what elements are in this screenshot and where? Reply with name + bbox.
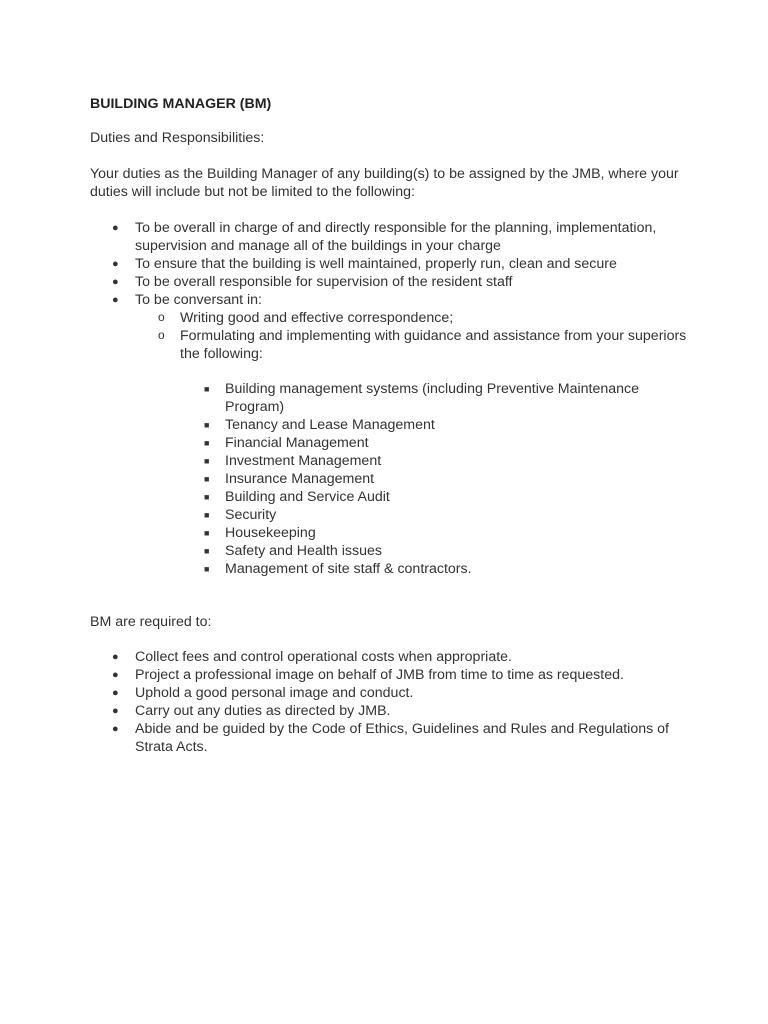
list-item: ■ Building and Service Audit (204, 489, 390, 505)
bullet-icon: ● (112, 723, 119, 735)
bullet-icon: ● (112, 222, 119, 234)
square-bullet-icon: ■ (204, 474, 210, 484)
bullet-icon: ● (112, 258, 119, 270)
list-item: ■ Insurance Management (204, 471, 375, 487)
square-bullet-icon: ■ (204, 438, 210, 448)
circle-bullet-icon: o (158, 328, 165, 342)
intro-paragraph: Your duties as the Building Manager of any building(s) to be assigned by the JMB, where your duties will include but not be limited to the following: (90, 166, 679, 200)
list-item: ● To be overall responsible for supervision of the resident staff (112, 274, 513, 290)
bullet-icon: ● (112, 651, 119, 663)
duties-list (90, 219, 690, 578)
square-bullet-icon: ■ (204, 420, 210, 430)
square-bullet-icon: ■ (204, 546, 210, 556)
list-item: ■ Building management systems (including Preventive Maintenance Program) (204, 381, 640, 415)
square-bullet-icon: ■ (204, 510, 210, 520)
list-item: o Formulating and implementing with guidance and assistance from your superiors the following: ■ Building management systems (including Preventive Maintenance Program) ■ Tenancy and Lease Management ■ Financial Management ■ Investment Management ■ Insurance Management ■ Building and Service Audit ■ Security ■ Housekeeping ■ Safety and Health issues ■ Management of site staff & contractors. (135, 327, 690, 578)
square-bullet-icon: ■ (204, 456, 210, 466)
list-item: ■ Housekeeping (204, 525, 316, 541)
bullet-icon: ● (112, 294, 119, 306)
areas-list (180, 380, 690, 578)
conversant-list (135, 309, 690, 578)
bullet-icon: ● (112, 669, 119, 681)
document-title: BUILDING MANAGER (BM) (90, 96, 272, 112)
list-item: ■ Financial Management (204, 435, 369, 451)
list-item: ● Collect fees and control operational costs when appropriate. (112, 649, 512, 665)
bullet-icon: ● (112, 276, 119, 288)
list-item: ● Project a professional image on behalf of JMB from time to time as requested. (112, 667, 624, 683)
square-bullet-icon: ■ (204, 492, 210, 502)
list-item: ■ Investment Management (204, 453, 382, 469)
list-item: ■ Safety and Health issues (204, 543, 382, 559)
square-bullet-icon: ■ (204, 564, 210, 574)
circle-bullet-icon: o (158, 310, 165, 324)
square-bullet-icon: ■ (204, 384, 210, 394)
list-item: ● To be conversant in: o Writing good and effective correspondence; o Formulating and implementing with guidance and assistance from your superiors the following: ■ Building management systems (including Preventive Maintenance Program) ■ Tenancy and Lease Management ■ Financial Management ■ Investment Management ■ Insurance Management ■ Building and Service Audit ■ Security ■ Housekeeping ■ Safety and Health issues ■ Management of site staff & contractors. (90, 291, 690, 578)
duties-heading: Duties and Responsibilities: (90, 130, 265, 146)
required-heading: BM are required to: (90, 614, 212, 630)
list-item: ● To be overall in charge of and directly responsible for the planning, implementation, supervision and manage all of the buildings in your charge (112, 220, 657, 254)
bullet-icon: ● (112, 705, 119, 717)
list-item: ■ Management of site staff & contractors. (204, 561, 472, 577)
list-item: ● Carry out any duties as directed by JMB. (112, 703, 391, 719)
requirements-list (90, 648, 690, 756)
list-item: ● Abide and be guided by the Code of Ethics, Guidelines and Rules and Regulations of Strata Acts. (112, 721, 669, 755)
list-item: ● To ensure that the building is well maintained, properly run, clean and secure (112, 256, 617, 272)
list-item: ● Uphold a good personal image and conduct. (112, 685, 414, 701)
list-item: ■ Security (204, 507, 277, 523)
list-item: o Writing good and effective correspondence; (158, 310, 454, 326)
list-item: ■ Tenancy and Lease Management (204, 417, 435, 433)
square-bullet-icon: ■ (204, 528, 210, 538)
bullet-icon: ● (112, 687, 119, 699)
